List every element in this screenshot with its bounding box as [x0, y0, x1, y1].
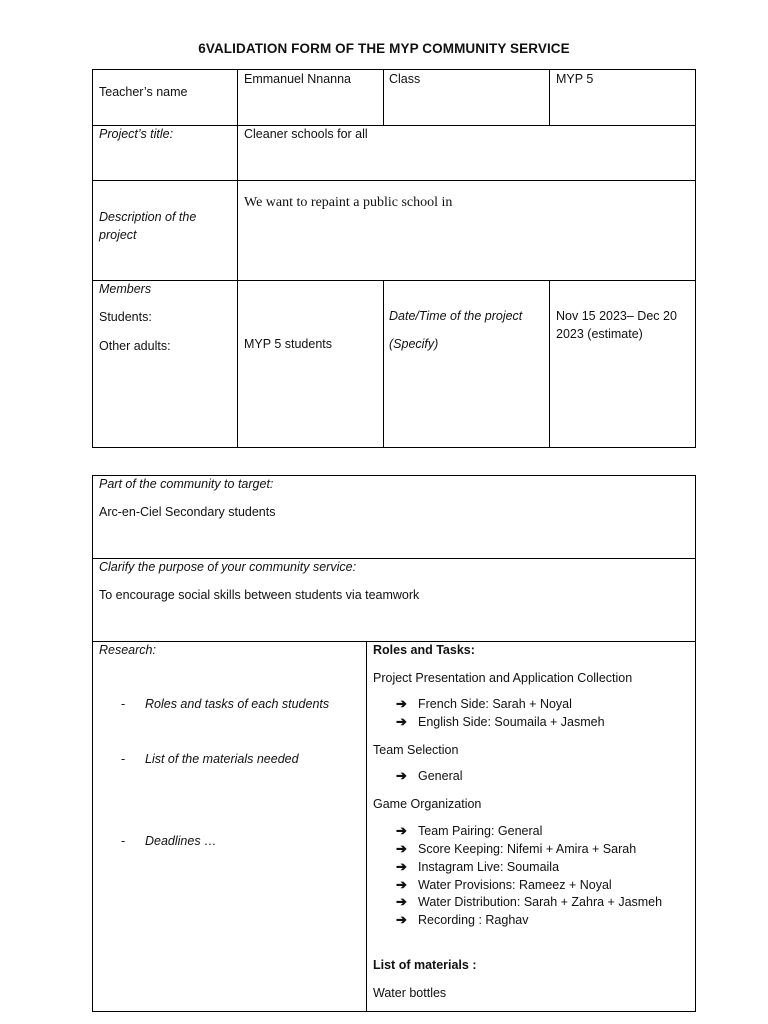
date-value: Nov 15 2023– Dec 20 2023 (estimate): [556, 309, 677, 341]
research-dash-1: -: [121, 697, 126, 711]
list-item: ➔ English Side: Soumaila + Jasmeh: [396, 714, 605, 729]
research-label: Research:: [99, 643, 156, 657]
arrow-right-icon: ➔: [396, 894, 407, 909]
list-item: ➔ Water Distribution: Sarah + Zahra + Jasmeh: [396, 894, 663, 909]
section1-title: Project Presentation and Application Collection: [373, 671, 633, 685]
other-adults-label: Other adults:: [99, 339, 171, 353]
list-item: ➔ Recording : Raghav: [396, 912, 529, 927]
class-label: Class: [389, 72, 421, 86]
list-item: ➔ Instagram Live: Soumaila: [396, 859, 560, 874]
teacher-value: Emmanuel Nnanna: [244, 72, 352, 86]
arrow-right-icon: ➔: [396, 841, 407, 856]
arrow-right-icon: ➔: [396, 877, 407, 892]
project-title-value: Cleaner schools for all: [244, 127, 368, 141]
list-item: ➔ Team Pairing: General: [396, 823, 543, 838]
list-item: ➔ French Side: Sarah + Noyal: [396, 696, 572, 711]
date-label: Date/Time of the project: [389, 309, 523, 323]
students-label: Students:: [99, 310, 152, 324]
research-item-1: Roles and tasks of each students: [145, 697, 330, 711]
purpose-label: Clarify the purpose of your community service:: [99, 560, 357, 574]
list-item: ➔ Score Keeping: Nifemi + Amira + Sarah: [396, 841, 637, 856]
class-value: MYP 5: [556, 72, 594, 86]
date-label-specify: (Specify): [389, 337, 439, 351]
description-label: Description of the project: [99, 210, 197, 242]
form-title: 6VALIDATION FORM OF THE MYP COMMUNITY SERVICE: [198, 41, 570, 56]
section2-title: Team Selection: [373, 743, 459, 757]
research-item-3: Deadlines …: [145, 834, 217, 848]
arrow-right-icon: ➔: [396, 912, 407, 927]
list-item: ➔ General: [396, 768, 463, 783]
research-item-2: List of the materials needed: [145, 752, 299, 766]
research-dash-3: -: [121, 834, 126, 848]
community-label: Part of the community to target:: [99, 477, 274, 491]
arrow-right-icon: ➔: [396, 859, 407, 874]
arrow-right-icon: ➔: [396, 823, 407, 838]
research-dash-2: -: [121, 752, 126, 766]
purpose-value: To encourage social skills between students via teamwork: [99, 588, 420, 602]
description-value: We want to repaint a public school in: [244, 195, 453, 210]
materials-value: Water bottles: [373, 986, 447, 1000]
teacher-label: Teacher’s name: [99, 85, 188, 99]
arrow-right-icon: ➔: [396, 714, 407, 729]
community-value: Arc-en-Ciel Secondary students: [99, 505, 276, 519]
arrow-right-icon: ➔: [396, 768, 407, 783]
students-value: MYP 5 students: [244, 337, 333, 351]
arrow-right-icon: ➔: [396, 696, 407, 711]
roles-heading: Roles and Tasks:: [373, 643, 475, 657]
members-label: Members: [99, 282, 152, 296]
project-title-label: Project’s title:: [99, 127, 174, 141]
section3-title: Game Organization: [373, 797, 482, 811]
list-item: ➔ Water Provisions: Rameez + Noyal: [396, 877, 612, 892]
materials-heading: List of materials :: [373, 958, 477, 972]
